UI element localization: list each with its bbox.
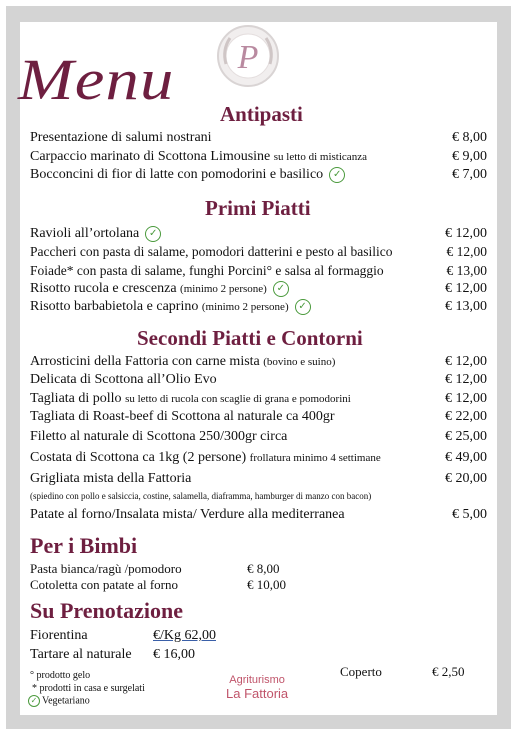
dish-name: Bocconcini di fior di latte con pomodorini e basilico	[30, 167, 324, 182]
reservation-dish-price: € 16,00	[153, 647, 195, 662]
section-secondi: Secondi Piatti e Contorni	[137, 326, 363, 350]
reservation-dish-name: Tartare al naturale	[30, 647, 132, 662]
dish-name: Costata di Scottona ca 1kg (2 persone)	[30, 450, 247, 465]
dish-price: € 8,00	[452, 130, 487, 145]
dish-name: Risotto rucola e crescenza	[30, 281, 177, 296]
reservation-dish-name: Fiorentina	[30, 628, 88, 643]
veg-leaf-icon: ✓	[329, 167, 345, 183]
dish-detail: frollatura minimo 4 settimane	[249, 452, 381, 464]
veg-leaf-icon: ✓	[28, 695, 40, 707]
dish-price: € 13,00	[446, 263, 487, 278]
dish-row	[30, 243, 487, 261]
dish-price: € 12,00	[446, 244, 487, 259]
dish-row	[30, 371, 487, 389]
dish-name: Arrosticini della Fattoria con carne mista	[30, 354, 260, 369]
section-antipasti: Antipasti	[220, 102, 303, 126]
kids-dish-price: € 10,00	[247, 577, 286, 592]
legend-veg: Vegetariano	[42, 695, 90, 707]
dish-detail: su letto di rucola con scaglie di grana e pomodorini	[125, 393, 351, 405]
dish-name: Risotto barbabietola e caprino	[30, 299, 199, 314]
kids-dish-name: Cotoletta con patate al forno	[30, 577, 179, 592]
dish-price: € 12,00	[445, 354, 487, 369]
brand-line2: La Fattoria	[226, 686, 289, 701]
dish-price: € 13,00	[445, 299, 487, 314]
dish-name: Ravioli all’ortolana	[30, 226, 140, 241]
dish-row	[30, 148, 487, 166]
dish-name: Tagliata di Roast-beef di Scottona al naturale ca 400gr	[30, 409, 335, 424]
dish-name: Grigliata mista della Fattoria	[30, 471, 192, 486]
legend-homemade: * prodotti in casa e surgelati	[32, 683, 145, 694]
dish-row	[30, 470, 487, 488]
dish-name: Filetto al naturale di Scottona 250/300gr circa	[30, 429, 288, 444]
veg-leaf-icon: ✓	[145, 226, 161, 242]
dish-price: € 9,00	[452, 149, 487, 164]
dish-price: € 12,00	[445, 281, 487, 296]
dish-row	[30, 390, 487, 408]
dish-name: Delicata di Scottona all’Olio Evo	[30, 372, 217, 387]
legend-frozen: ° prodotto gelo	[30, 670, 91, 681]
dish-row	[30, 408, 487, 426]
veg-leaf-icon: ✓	[295, 299, 311, 315]
dish-row	[30, 428, 487, 446]
svg-text:P: P	[237, 39, 259, 76]
dish-name: Patate al forno/Insalata mista/ Verdure alla mediterranea	[30, 507, 345, 522]
dish-row	[30, 298, 487, 316]
dish-row	[30, 353, 487, 371]
dish-row	[30, 506, 487, 524]
cover-charge-label: Coperto	[340, 664, 382, 679]
dish-row	[30, 487, 487, 505]
section-primi: Primi Piatti	[205, 196, 311, 220]
dish-name: Tagliata di pollo	[30, 391, 122, 406]
dish-name: Foiade* con pasta di salame, funghi Porcini° e salsa al formaggio	[30, 263, 384, 278]
dish-detail: (spiedino con pollo e salsiccia, costine, salamella, diaframma, hamburger di manzo con bacon)	[30, 491, 372, 501]
dish-detail: (minimo 2 persone)	[201, 301, 289, 313]
section-prenotazione: Su Prenotazione	[30, 598, 183, 623]
dish-price: € 12,00	[445, 391, 487, 406]
dish-price: € 22,00	[445, 409, 487, 424]
dish-row	[30, 129, 487, 147]
dish-row	[30, 449, 487, 467]
brand-logo	[226, 674, 288, 701]
dish-name: Paccheri con pasta di salame, pomodori datterini e pesto al basilico	[30, 244, 393, 259]
dish-row	[30, 166, 487, 184]
dish-price: € 7,00	[452, 167, 487, 182]
kids-dish-name: Pasta bianca/ragù /pomodoro	[30, 561, 182, 576]
section-bimbi: Per i Bimbi	[30, 533, 138, 558]
dish-detail: (minimo 2 persone)	[180, 283, 267, 295]
dish-row	[30, 262, 487, 280]
logo-emblem-icon	[214, 24, 282, 88]
dish-row	[30, 225, 487, 243]
dish-row	[30, 280, 487, 298]
dish-price: € 20,00	[445, 471, 487, 486]
menu-title: Menu	[18, 47, 175, 112]
dish-detail: (bovino e suino)	[263, 356, 336, 368]
dish-price: € 25,00	[445, 429, 487, 444]
brand-line1: Agriturismo	[229, 674, 285, 686]
reservation-dish-price: €/Kg 62,00	[153, 628, 216, 643]
dish-price: € 49,00	[445, 450, 487, 465]
dish-price: € 5,00	[452, 507, 487, 522]
dish-price: € 12,00	[445, 226, 487, 241]
cover-charge-price: € 2,50	[432, 664, 465, 679]
veg-leaf-icon: ✓	[273, 281, 289, 297]
dish-name: Presentazione di salumi nostrani	[30, 130, 212, 145]
dish-name: Carpaccio marinato di Scottona Limousine	[30, 149, 271, 164]
dish-price: € 12,00	[445, 372, 487, 387]
dish-detail: su letto di misticanza	[273, 151, 367, 163]
kids-dish-price: € 8,00	[247, 561, 280, 576]
